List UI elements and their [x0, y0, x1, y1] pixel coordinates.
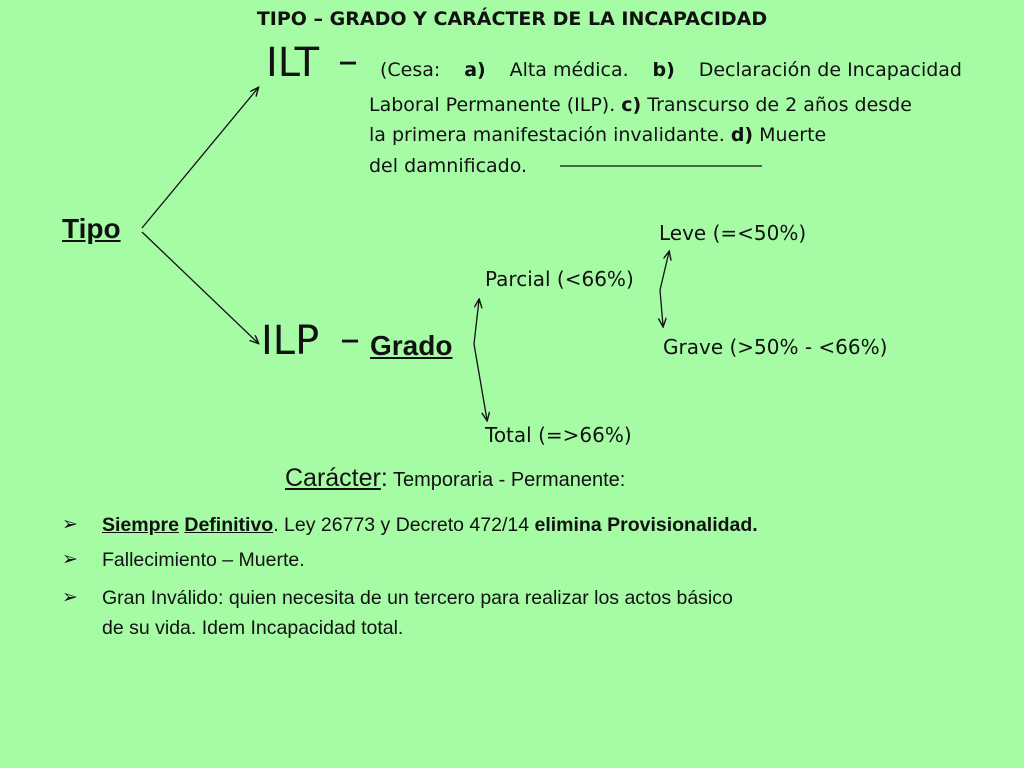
ilt-letter-c: c) — [621, 94, 642, 116]
definitivo-word: Definitivo — [184, 514, 274, 536]
caracter-heading — [285, 464, 625, 493]
ilt-letter-b: b) — [652, 59, 675, 81]
ilt-line-4: del damnificado. — [369, 155, 528, 177]
parcial-to-leve-arrow — [660, 252, 669, 290]
parcial-label: Parcial (<66%) — [485, 267, 634, 291]
ilt-letter-a: a) — [464, 59, 486, 81]
bullet-2-text: Fallecimiento – Muerte. — [102, 549, 305, 571]
ilt-line-3 — [369, 124, 826, 146]
tipo-to-ilp-arrow — [142, 232, 258, 343]
arrow-bullet-icon: ➢ — [62, 514, 78, 535]
ilp-dash: – — [340, 316, 360, 362]
bullet-3-line-2: de su vida. Idem Incapacidad total. — [102, 617, 404, 639]
grado-label: Grado — [370, 330, 453, 361]
grave-label: Grave (>50% - <66%) — [663, 335, 888, 359]
ilt-abbr: ILT — [266, 40, 320, 86]
ilt-line-2-text: Laboral Permanente (ILP). — [369, 94, 622, 116]
caracter-label: Carácter — [285, 464, 381, 492]
ilt-line-2-rest: Transcurso de 2 años desde — [641, 94, 912, 116]
ilt-line-3-rest: Muerte — [753, 124, 827, 146]
caracter-colon: : — [380, 464, 388, 492]
ilt-dash: – — [338, 38, 358, 84]
bullet-1-ley: . Ley 26773 y Decreto 472/14 — [273, 514, 535, 536]
tipo-to-ilt-arrow — [142, 88, 258, 228]
ilt-letter-d: d) — [730, 124, 754, 146]
ilt-declaracion: Declaración de Incapacidad — [698, 59, 962, 81]
page-title: TIPO – GRADO Y CARÁCTER DE LA INCAPACIDAD — [256, 8, 768, 30]
leve-label: Leve (=<50%) — [659, 221, 807, 245]
ilp-abbr: ILP — [261, 318, 320, 364]
ilt-description — [380, 59, 962, 81]
arrow-bullet-icon: ➢ — [62, 549, 78, 570]
ilt-line-2 — [369, 94, 912, 116]
bullet-1-text — [102, 514, 758, 537]
caracter-text: Temporaria - Permanente: — [387, 469, 626, 491]
total-label: Total (=>66%) — [485, 423, 632, 447]
arrow-bullet-icon: ➢ — [62, 587, 78, 608]
ilt-alta-medica: Alta médica. — [509, 59, 629, 81]
bullet-3-line-1: Gran Inválido: quien necesita de un tercero para realizar los actos básico — [102, 587, 733, 609]
siempre-word: Siempre — [102, 514, 179, 536]
grado-to-parcial-arrow — [474, 300, 479, 344]
tipo-label: Tipo — [62, 213, 121, 244]
bullet-1-elimina: elimina Provisionalidad. — [534, 514, 758, 536]
ilt-word-cesa: (Cesa: — [380, 59, 441, 81]
parcial-to-grave-arrow — [660, 290, 663, 326]
grado-to-total-arrow — [474, 344, 487, 420]
ilt-line-3-text: la primera manifestación invalidante. — [369, 124, 731, 146]
